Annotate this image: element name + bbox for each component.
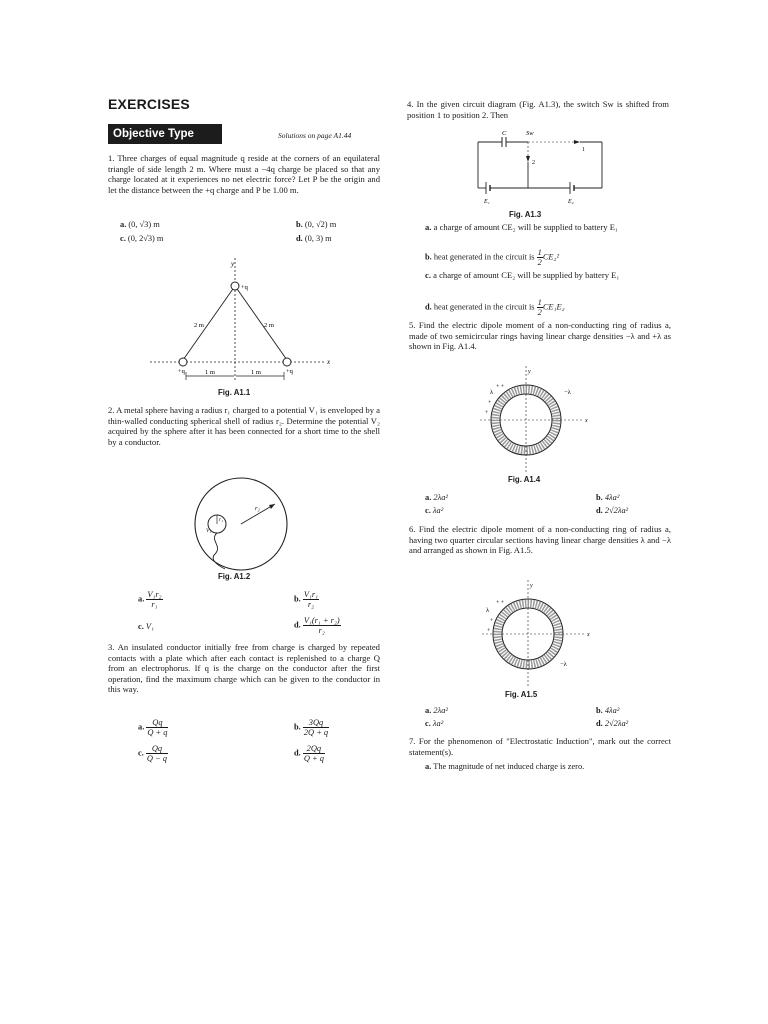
q1-option-c: c. (0, 2√3) m xyxy=(120,234,164,243)
label-pos2: 2 xyxy=(532,160,535,166)
charge-left xyxy=(179,358,187,366)
figure-a1-2 xyxy=(193,476,289,572)
x-axis-label: x xyxy=(585,418,588,424)
figure-a1-5 xyxy=(478,578,598,688)
q4-option-d: d. heat generated in the circuit is $\frac{1}{2}$ CE₁E₂ xyxy=(425,298,565,317)
question-6 xyxy=(409,524,671,556)
svg-text:+: + xyxy=(485,410,489,416)
q2-option-a: a. $\frac{\text{V₁r₂}}{\text{r₁}}$ xyxy=(138,590,162,609)
question-number: 7. xyxy=(409,736,416,746)
figure-a1-3 xyxy=(470,126,610,206)
q5-option-c: c. λa² xyxy=(425,506,444,515)
label-r2: r₂ xyxy=(255,505,260,512)
x-axis-label: x xyxy=(327,358,331,366)
q4-option-c: c. a charge of amount CE₂ will be supplied by battery E₁ xyxy=(425,270,620,280)
q2-option-c: c. V₁ xyxy=(138,622,154,631)
question-text: A metal sphere having a radius r₁ charged to a potential V₁ is enveloped by a thin-walled conducting spherical shell of radius r₂. Determine the potential V₂ acquired by the sphere after it has been connected for a short time to the shell by a conductor. xyxy=(108,405,380,447)
label-plus-lambda: λ xyxy=(486,607,490,614)
label-e1: E₁ xyxy=(484,199,490,205)
question-number: 2. xyxy=(108,405,115,415)
question-number: 1. xyxy=(108,153,115,163)
section-heading: Objective Type xyxy=(108,124,222,144)
svg-text:+ +: + + xyxy=(496,384,505,390)
label-side-left: 2 m xyxy=(194,322,204,329)
q1-option-d: d. (0, 3) m xyxy=(296,234,332,243)
label-pos1: 1 xyxy=(582,147,585,153)
question-text: For the phenomenon of "Electrostatic Induction", mark out the correct statement(s). xyxy=(409,736,671,757)
figure-a1-4 xyxy=(476,364,596,474)
svg-text:+: + xyxy=(488,400,492,406)
label-minus-lambda: −λ xyxy=(564,389,571,396)
q4-option-a: a. a charge of amount CE₂ will be supplied to battery E₁ xyxy=(425,222,618,232)
question-number: 4. xyxy=(407,99,414,109)
figure-caption: Fig. A1.2 xyxy=(218,572,251,581)
label-charge-left: +q xyxy=(178,368,185,375)
question-text: In the given circuit diagram (Fig. A1.3), the switch Sw is shifted from position 1 to position 2. Then xyxy=(407,99,669,120)
question-text: An insulated conductor initially free from charge is charged by repeated contacts with a plate which after each contact is replenished to a charge Q from an electrophorus. If q is the charge on the conductor after the first operation, find the maximum charge which can be given to the conductor in this way. xyxy=(108,642,380,695)
q6-option-a: a. 2λa² xyxy=(425,706,448,715)
svg-text:+ +: + + xyxy=(496,600,505,606)
figure-caption: Fig. A1.5 xyxy=(505,690,538,699)
q3-option-b: b. $\frac{3Qq}{2Q + q}$ xyxy=(294,718,329,737)
y-axis-label: y xyxy=(528,369,531,375)
q5-option-a: a. 2λa² xyxy=(425,493,448,502)
label-base-left: 1 m xyxy=(205,369,215,376)
label-charge-right: +q xyxy=(286,368,293,375)
q4-option-b: b. heat generated in the circuit is $\frac{1}{2}$ CE₂² xyxy=(425,248,559,267)
label-base-right: 1 m xyxy=(251,369,261,376)
charge-top xyxy=(231,282,239,290)
label-v1: V₁ xyxy=(206,528,212,534)
svg-text:+: + xyxy=(487,628,491,634)
question-2 xyxy=(108,405,380,447)
question-5 xyxy=(409,320,671,352)
q6-option-b: b. 4λa² xyxy=(596,706,620,715)
q2-option-b: b. $\frac{\text{V₁r₁}}{\text{r₂}}$ xyxy=(294,590,319,609)
q1-option-a: a. (0, √3) m xyxy=(120,220,160,229)
triangle-side-left xyxy=(183,286,235,360)
page-title: EXERCISES xyxy=(108,96,190,112)
y-axis-label: y xyxy=(530,583,533,589)
q2-option-d: d. $\frac{\text{V₁(r₁ + r₂)}}{\text{r₂}}$ xyxy=(294,616,340,635)
q5-option-b: b. 4λa² xyxy=(596,493,620,502)
figure-a1-1 xyxy=(150,256,340,386)
question-1 xyxy=(108,153,380,195)
x-axis-label: x xyxy=(587,632,590,638)
figure-caption: Fig. A1.3 xyxy=(509,210,542,219)
label-switch: Sw xyxy=(526,130,534,137)
question-3 xyxy=(108,642,380,695)
question-text: Find the electric dipole moment of a non-conducting ring of radius a, made of two semicircular rings having linear charge densities −λ and +λ as shown in Fig. A1.4. xyxy=(409,320,671,352)
label-e2: E₂ xyxy=(568,199,574,205)
question-number: 6. xyxy=(409,524,416,534)
q3-option-c: c. $\frac{Qq}{Q - q}$ xyxy=(138,744,167,763)
q6-option-c: c. λa² xyxy=(425,719,444,728)
question-number: 3. xyxy=(108,642,115,652)
label-capacitor: C xyxy=(502,130,507,137)
label-r1: r₁ xyxy=(219,517,224,523)
label-charge-top: +q xyxy=(241,284,248,291)
question-number: 5. xyxy=(409,320,416,330)
q3-option-a: a. $\frac{Qq}{Q + q}$ xyxy=(138,718,168,737)
label-side-right: 2 m xyxy=(264,322,274,329)
label-minus-lambda: −λ xyxy=(560,661,567,668)
figure-caption: Fig. A1.1 xyxy=(218,388,251,397)
y-axis-label: y xyxy=(231,260,235,268)
question-4 xyxy=(407,99,669,120)
charge-right xyxy=(283,358,291,366)
connecting-wire xyxy=(213,533,225,569)
q3-option-d: d. $\frac{2Qq}{Q + q}$ xyxy=(294,744,324,763)
triangle-side-right xyxy=(235,286,287,360)
question-text: Find the electric dipole moment of a non-conducting ring of radius a, having two quarter circular sections having linear charge densities λ and −λ and arranged as shown in Fig. A1.5. xyxy=(409,524,671,556)
question-7 xyxy=(409,736,671,757)
q5-option-d: d. 2√2λa² xyxy=(596,506,629,515)
q6-option-d: d. 2√2λa² xyxy=(596,719,629,728)
q1-option-b: b. (0, √2) m xyxy=(296,220,337,229)
q7-option-a: a. The magnitude of net induced charge is zero. xyxy=(425,762,585,771)
figure-caption: Fig. A1.4 xyxy=(508,475,541,484)
question-text: Three charges of equal magnitude q reside at the corners of an equilateral triangle of side length 2 m. Where must a −4q charge be placed so that any charge located at it experiences no net electric force? Let P be the origin and let the distance between the +q charge and P be 1.00 m. xyxy=(108,153,380,195)
solutions-note: Solutions on page A1.44 xyxy=(278,131,352,140)
svg-text:+: + xyxy=(490,618,494,624)
label-plus-lambda: λ xyxy=(490,389,494,396)
